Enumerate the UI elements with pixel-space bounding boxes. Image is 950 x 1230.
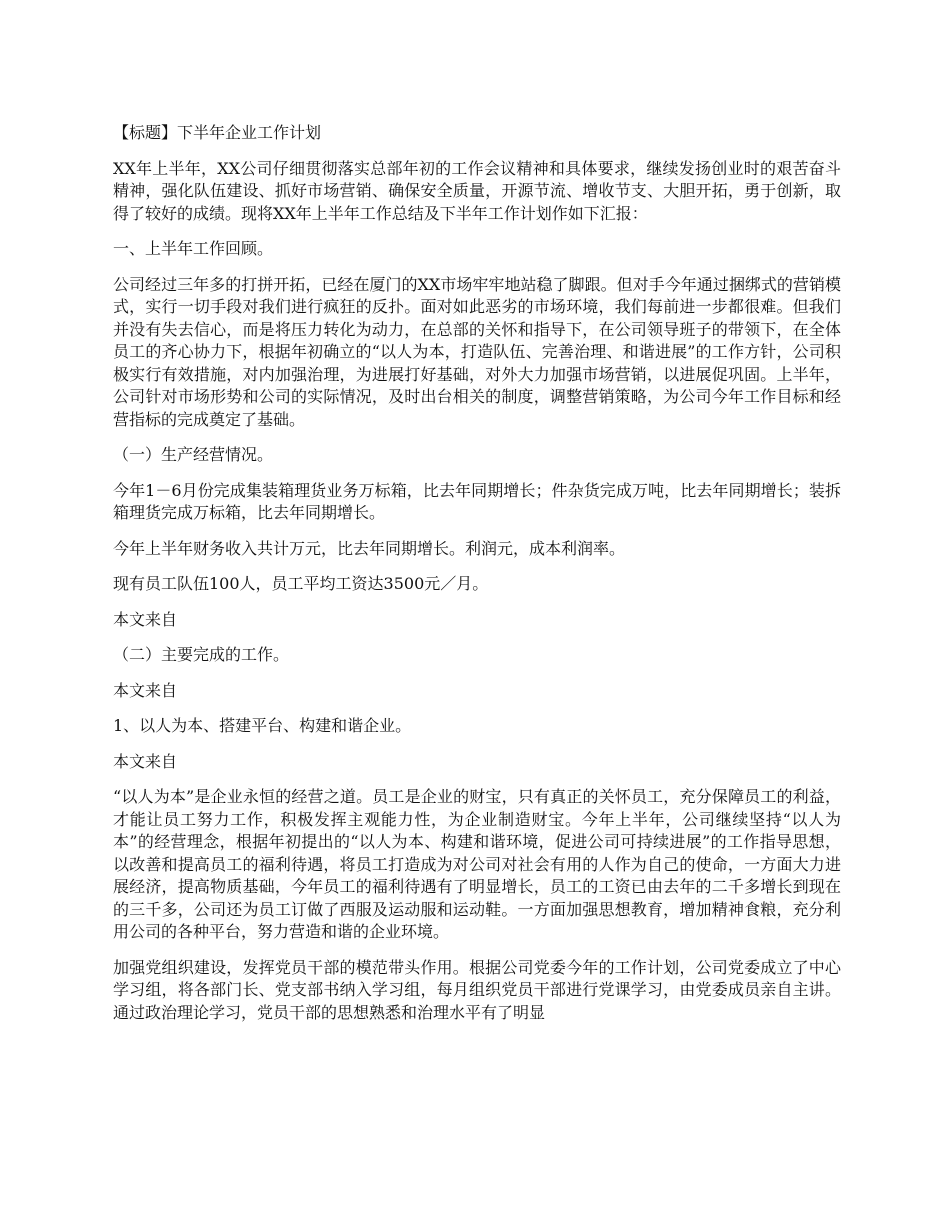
source-note: 本文来自 [113, 680, 178, 700]
paragraph-finance: 今年上半年财务收入共计万元，比去年同期增长。利润元，成本利润率。 [113, 538, 626, 558]
section-heading-review: 一、上半年工作回顾。 [113, 239, 274, 258]
paragraph-review: 公司经过三年多的打拼开拓，已经在厦门的XX市场牢牢地站稳了脚跟。但对手今年通过捆绑式的营销模式，实行一切手段对我们进行疯狂的反扑。面对如此恶劣的市场环境，我们每前进一步都很难。但我们并没有失去信心，而是将压力转化为动力，在总部的关怀和指导下，在公司领导班子的带领下，在全体员工的齐心协力下，根据年初确立的“以人为本，打造队伍、完善治理、和谐进展”的工作方针，公司积极实行有效措施，对内加强治理，为进展打好基础，对外大力加强市场营销，以进展促巩固。上半年，公司针对市场形势和公司的实际情况，及时出台相关的制度，调整营销策略，为公司今年工作目标和经营指标的完成奠定了基础。 [113, 274, 841, 429]
source-note: 本文来自 [113, 609, 178, 629]
source-note: 本文来自 [113, 751, 178, 771]
paragraph-operations: 今年1－6月份完成集装箱理货业务万标箱，比去年同期增长；件杂货完成万吨，比去年同期增长；装拆箱理货完成万标箱，比去年同期增长。 [113, 480, 841, 522]
paragraph-party-building: 加强党组织建设，发挥党员干部的模范带头作用。根据公司党委今年的工作计划，公司党委成立了中心学习组，将各部门长、党支部书纳入学习组，每月组织党员干部进行党课学习，由党委成员亲自主讲。通过政治理论学习，党员干部的思想熟悉和治理水平有了明显 [113, 957, 841, 1022]
item-heading-people-oriented: 1、以人为本、搭建平台、构建和谐企业。 [113, 716, 412, 735]
subsection-heading-operations: （一）生产经营情况。 [113, 445, 274, 464]
paragraph-people-oriented: “以人为本”是企业永恒的经营之道。员工是企业的财宝，只有真正的关怀员工，充分保障员工的利益，才能让员工努力工作，积极发挥主观能力性，为企业制造财宝。今年上半年，公司继续坚持“以人为本”的经营理念，根据年初提出的“以人为本、构建和谐环境，促进公司可持续进展”的工作指导思想，以改善和提高员工的福利待遇，将员工打造成为对公司对社会有用的人作为自己的使命，一方面大力进展经济，提高物质基础，今年员工的福利待遇有了明显增长，员工的工资已由去年的二千多增长到现在的三千多，公司还为员工订做了西服及运动服和运动鞋。一方面加强思想教育，增加精神食粮，充分利用公司的各种平台，努力营造和谐的企业环境。 [113, 787, 841, 941]
document-page [113, 122, 841, 1037]
document-title: 【标题】下半年企业工作计划 [113, 123, 322, 142]
paragraph-intro: XX年上半年，XX公司仔细贯彻落实总部年初的工作会议精神和具体要求，继续发扬创业时的艰苦奋斗精神，强化队伍建设、抓好市场营销、确保安全质量，开源节流、增收节支、大胆开拓，勇于创新，取得了较好的成绩。现将XX年上半年工作总结及下半年工作计划作如下汇报： [113, 158, 841, 223]
subsection-heading-work: （二）主要完成的工作。 [113, 645, 290, 664]
paragraph-staff: 现有员工队伍100人，员工平均工资达3500元／月。 [113, 574, 489, 593]
